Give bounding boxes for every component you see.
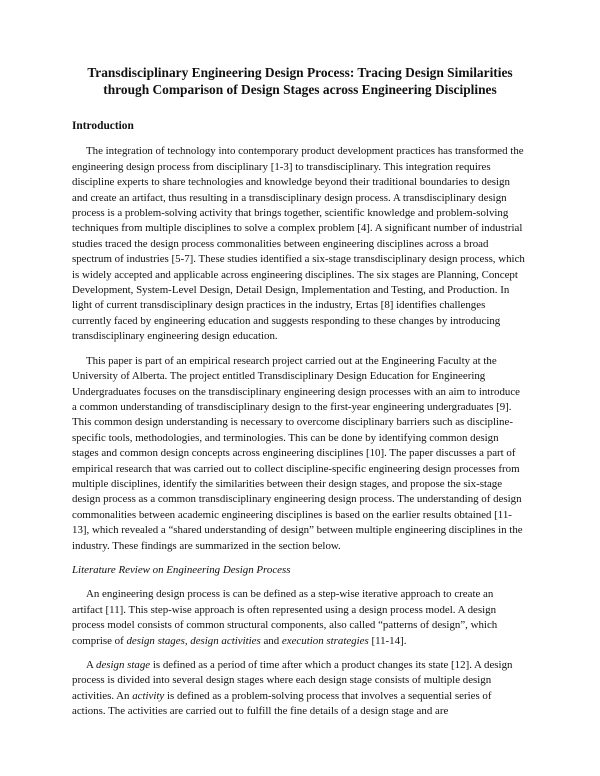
introduction-paragraph-2: This paper is part of an empirical research project carried out at the Engineering Faculty at the University of Alberta. The project entitled Transdisciplinary Design Education for Engineering Undergraduates focuses on the transdisciplinary engineering design processes with an aim to introduce a common understanding of transdisciplinary design to the first-year engineering undergraduates [9]. This common design understanding is necessary to overcome disciplinary barriers such as discipline-specific tools, methodologies, and terminologies. This can be done by identifying common design stages and common design concepts across engineering disciplines [10]. The paper discusses a part of empirical research that was carried out to collect discipline-specific engineering design processes from multiple disciplines, identify the similarities between their design stages, and propose the six-stage design process as a common transdisciplinary engineering design process. The understanding of design commonalities between academic engineering disciplines is based on the earlier results obtained [11-13], which revealed a “shared understanding of design” between multiple engineering disciplines in the industry. These findings are summarized in the section below. xyxy=(72,354,523,552)
literature-review-heading: Literature Review on Engineering Design Process xyxy=(72,563,291,576)
paper-body xyxy=(72,119,526,729)
lit-p1-text-a: An engineering design process is can be defined as a step-wise iterative approach to create an artifact [11]. This step-wise approach is often represented using a design process model. A design process model consists of common structural components, also called “patterns of design”, which comprise of xyxy=(72,588,498,647)
title-line-2: through Comparison of Design Stages across Engineering Disciplines xyxy=(103,82,497,97)
lit-p2-emphasis-2: activity xyxy=(132,689,165,702)
paper-title xyxy=(60,64,540,98)
lit-p2-text-b: is defined as a period of time after which a product changes its state [12]. A design process is divided into several design stages where each design stage consists of multiple design activities. An xyxy=(72,659,513,702)
introduction-heading: Introduction xyxy=(72,120,134,132)
lit-p1-emphasis-2: execution strategies xyxy=(281,634,369,647)
lit-p2-text-c: is defined as a problem-solving process that involves a sequential series of actions. The activities are carried out to fulfill the fine details of a design stage and are xyxy=(72,689,492,718)
lit-p2-text-a: A xyxy=(86,659,96,671)
lit-p1-text-b: and xyxy=(260,634,282,647)
introduction-paragraph-1: The integration of technology into contemporary product development practices has transformed the engineering design process from disciplinary [1-3] to transdisciplinary. This integration requires discipline experts to share technologies and knowledge beyond their traditional boundaries to design and create an artifact, thus resulting in a transdisciplinary design process. A transdisciplinary design process is a problem-solving activity that brings together, scientific knowledge and problem-solving techniques from multiple disciplines to solve a complex problem [4]. A significant number of industrial studies traced the design process commonalities between engineering disciplines across a broad spectrum of industries [5-7]. These studies identified a six-stage transdisciplinary design process, which is widely accepted and applicable across engineering disciplines. The six stages are Planning, Concept Development, System-Level Design, Detail Design, Implementation and Testing, and Production. In light of current transdisciplinary design practices in the industry, Ertas [8] identifies challenges currently faced by engineering education and suggests responding to these changes by introducing transdisciplinary engineering design education. xyxy=(72,145,525,343)
literature-paragraph-2 xyxy=(72,658,526,720)
lit-p1-emphasis-1: design stages, design activities xyxy=(126,634,261,647)
title-line-1: Transdisciplinary Engineering Design Process: Tracing Design Similarities xyxy=(87,65,513,80)
lit-p2-emphasis-1: design stage xyxy=(96,659,151,671)
literature-paragraph-1 xyxy=(72,587,526,649)
lit-p1-text-c: [11-14]. xyxy=(368,634,407,647)
